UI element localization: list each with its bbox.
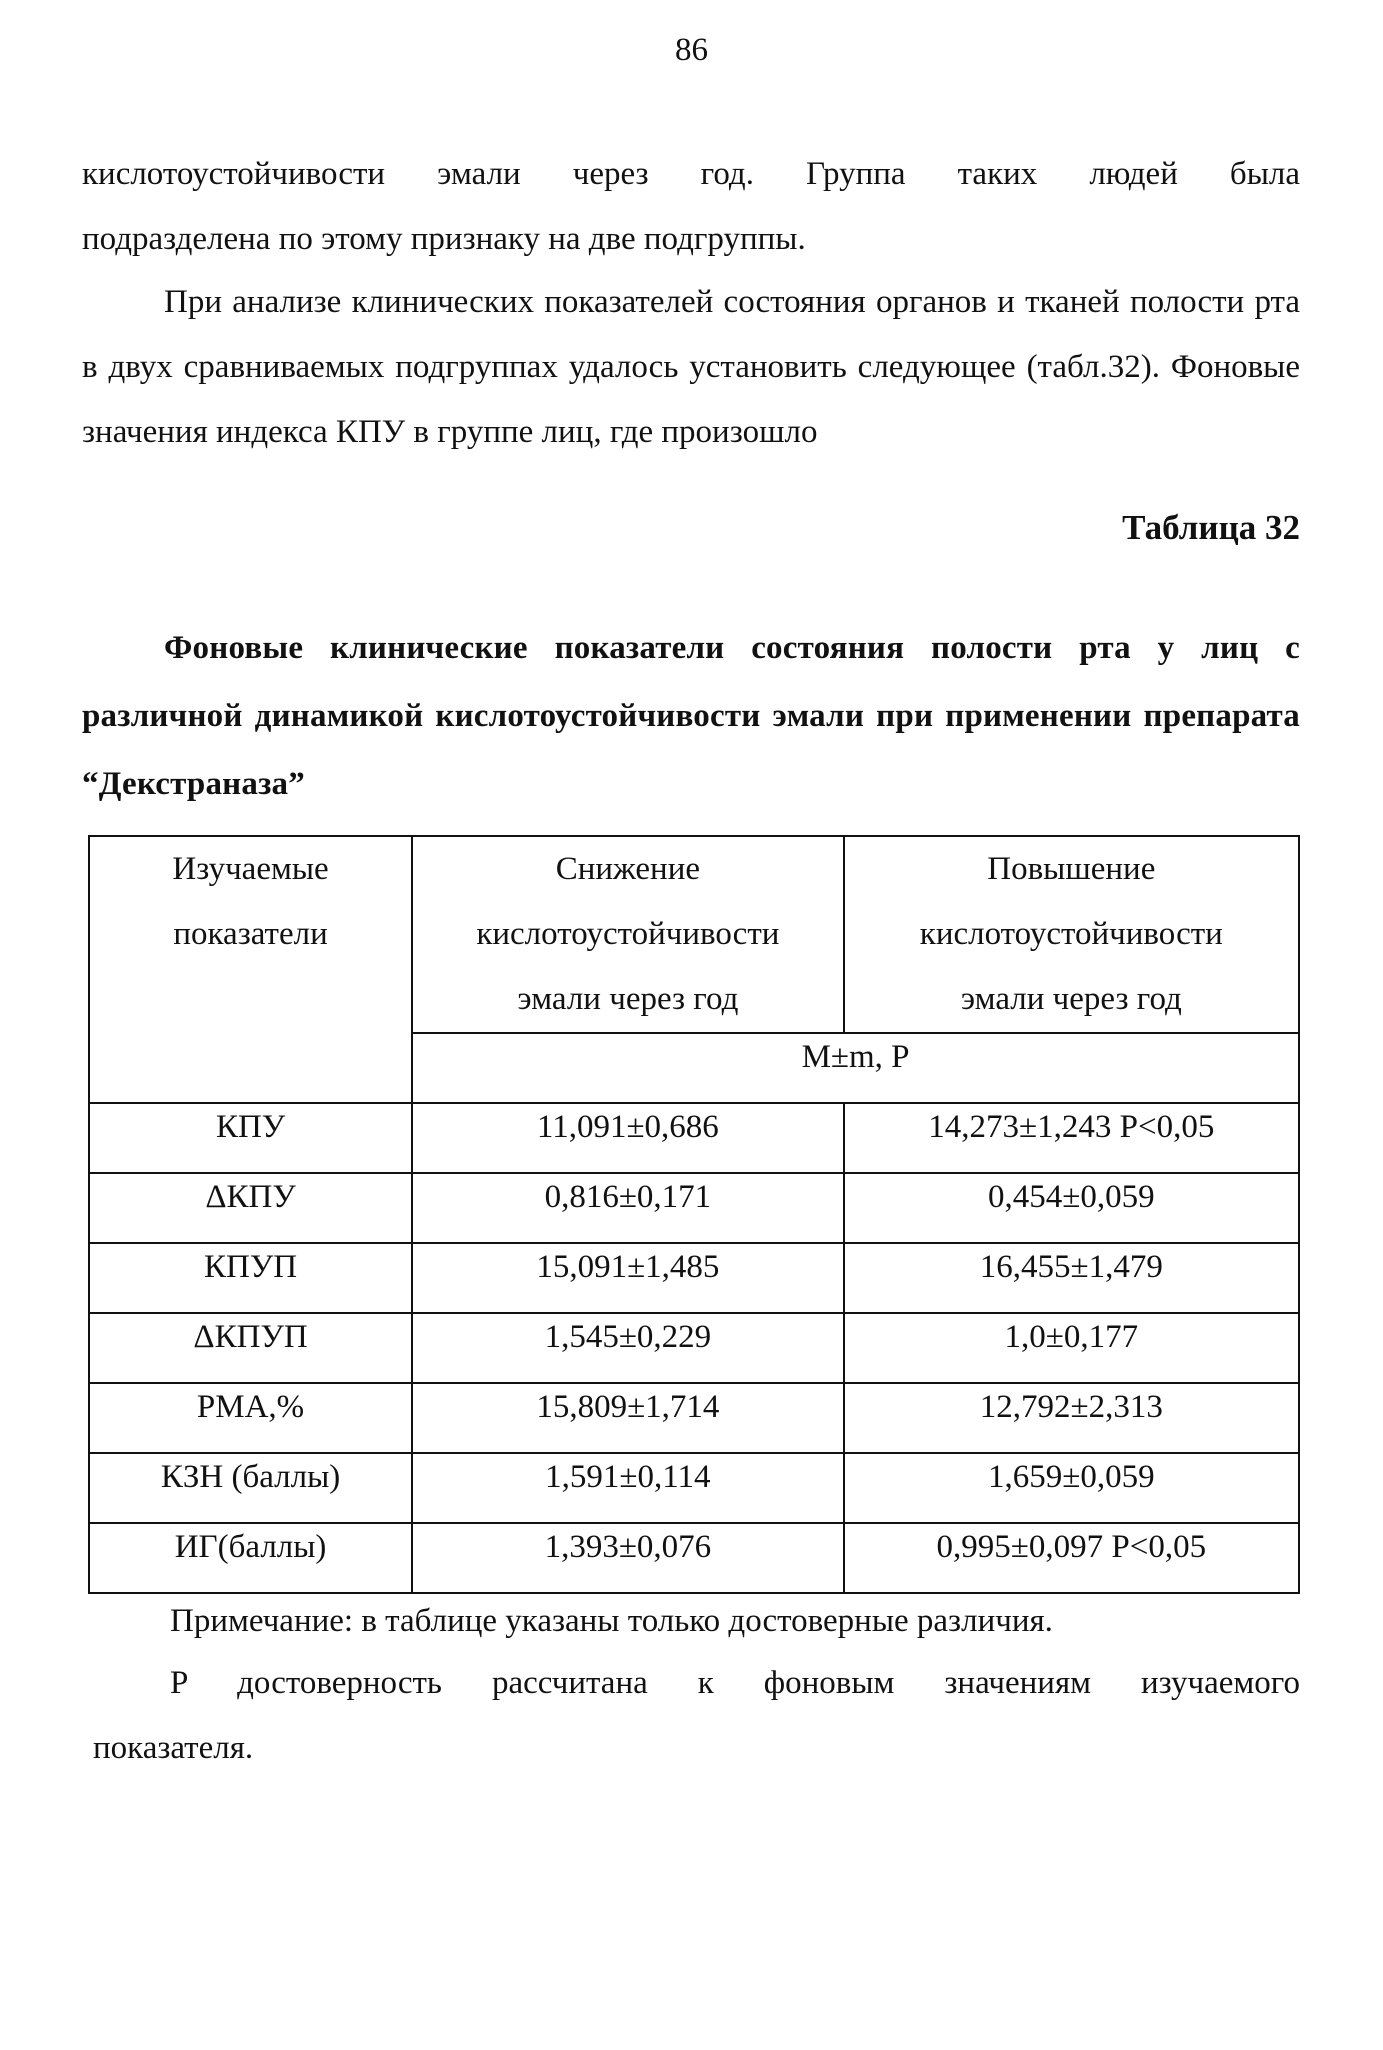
p-value-note-continuation: показателя. — [93, 1730, 254, 1766]
decrease-value-cell: 1,591±0,114 — [412, 1453, 844, 1523]
increase-value-cell: 12,792±2,313 — [844, 1383, 1299, 1453]
header-decrease: Снижение кислотоустойчивости эмали через год — [412, 836, 844, 1033]
table-note: Примечание: в таблице указаны только достоверные различия. — [170, 1603, 1053, 1639]
p-value-note: P достоверность рассчитана к фоновым значениям изучаемого — [170, 1665, 1300, 1701]
table-header-row — [89, 836, 1299, 1033]
paragraph-continuation — [82, 142, 1300, 272]
table-row — [89, 1523, 1299, 1593]
table-caption: Фоновые клинические показатели состояния полости рта у лиц с различной динамикой кислотоустойчивости эмали при применении препарата “Декстраназа” — [82, 630, 1300, 802]
table-row — [89, 1173, 1299, 1243]
header-indicators: Изучаемые показатели — [89, 836, 412, 1103]
increase-value-cell: 16,455±1,479 — [844, 1243, 1299, 1313]
decrease-value-cell: 1,545±0,229 — [412, 1313, 844, 1383]
paragraph-line: подразделена по этому признаку на две подгруппы. — [82, 221, 806, 257]
paragraph-analysis: При анализе клинических показателей состояния органов и тканей полости рта в двух сравниваемых подгруппах удалось установить следующее (табл.32). Фоновые значения индекса КПУ в группе лиц, где произошло — [82, 284, 1300, 450]
indicator-cell: ΔКПУП — [89, 1313, 412, 1383]
paragraph-line: кислотоустойчивости эмали через год. Группа таких людей была — [82, 156, 1300, 192]
page-number: 86 — [675, 32, 708, 68]
clinical-indicators-table — [88, 835, 1300, 1594]
header-units: M±m, P — [412, 1033, 1299, 1103]
increase-value-cell: 0,995±0,097 P<0,05 — [844, 1523, 1299, 1593]
decrease-value-cell: 15,091±1,485 — [412, 1243, 844, 1313]
table-row — [89, 1103, 1299, 1173]
table-label: Таблица 32 — [1122, 508, 1300, 547]
increase-value-cell: 14,273±1,243 P<0,05 — [844, 1103, 1299, 1173]
indicator-cell: КЗН (баллы) — [89, 1453, 412, 1523]
table-row — [89, 1243, 1299, 1313]
decrease-value-cell: 15,809±1,714 — [412, 1383, 844, 1453]
decrease-value-cell: 1,393±0,076 — [412, 1523, 844, 1593]
table-row — [89, 1453, 1299, 1523]
indicator-cell: PMA,% — [89, 1383, 412, 1453]
decrease-value-cell: 0,816±0,171 — [412, 1173, 844, 1243]
decrease-value-cell: 11,091±0,686 — [412, 1103, 844, 1173]
indicator-cell: ΔКПУ — [89, 1173, 412, 1243]
table-row — [89, 1383, 1299, 1453]
increase-value-cell: 0,454±0,059 — [844, 1173, 1299, 1243]
indicator-cell: КПУ — [89, 1103, 412, 1173]
table-row — [89, 1313, 1299, 1383]
increase-value-cell: 1,0±0,177 — [844, 1313, 1299, 1383]
indicator-cell: ИГ(баллы) — [89, 1523, 412, 1593]
increase-value-cell: 1,659±0,059 — [844, 1453, 1299, 1523]
indicator-cell: КПУП — [89, 1243, 412, 1313]
header-increase: Повышение кислотоустойчивости эмали через год — [844, 836, 1299, 1033]
